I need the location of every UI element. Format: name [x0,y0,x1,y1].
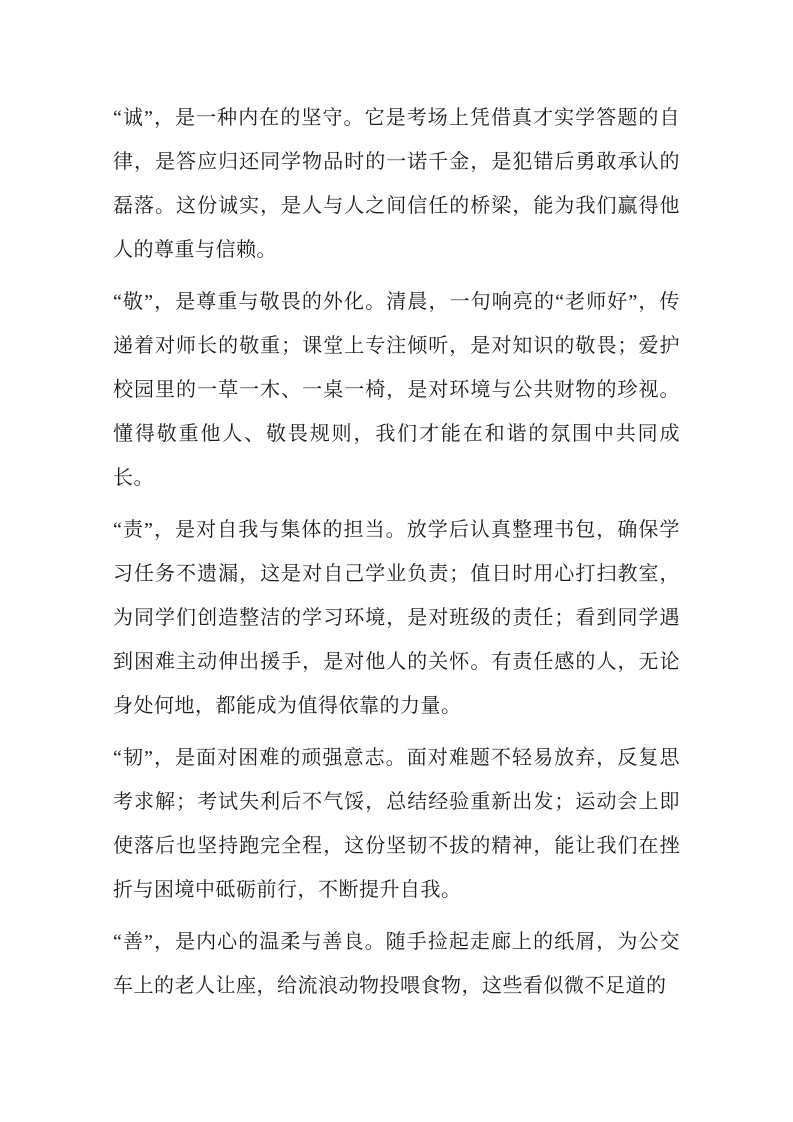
paragraph-cheng: “诚”，是一种内在的坚守。它是考场上凭借真才实学答题的自律，是答应归还同学物品时的一诺千金，是犯错后勇敢承认的磊落。这份诚实，是人与人之间信任的桥梁，能为我们赢得他人的尊重与信赖。 [113,107,680,261]
paragraph-ren: “韧”，是面对困难的顽强意志。面对难题不轻易放弃，反复思考求解；考试失利后不气馁，总结经验重新出发；运动会上即使落后也坚持跑完全程，这份坚韧不拔的精神，能让我们在挫折与困境中砥砺前行，不断提升自我。 [113,747,680,901]
paragraph-ze: “责”，是对自我与集体的担当。放学后认真整理书包，确保学习任务不遗漏，这是对自己学业负责；值日时用心打扫教室，为同学们创造整洁的学习环境，是对班级的责任；看到同学遇到困难主动伸出援手，是对他人的关怀。有责任感的人，无论身处何地，都能成为值得依靠的力量。 [113,519,680,717]
paragraph-shan: “善”，是内心的温柔与善良。随手捡起走廊上的纸屑，为公交车上的老人让座，给流浪动物投喂食物，这些看似微不足道的 [113,931,680,997]
paragraph-jing: “敬”，是尊重与敬畏的外化。清晨，一句响亮的“老师好”，传递着对师长的敬重；课堂上专注倾听，是对知识的敬畏；爱护校园里的一草一木、一桌一椅，是对环境与公共财物的珍视。懂得敬重他人、敬畏规则，我们才能在和谐的氛围中共同成长。 [113,291,680,489]
